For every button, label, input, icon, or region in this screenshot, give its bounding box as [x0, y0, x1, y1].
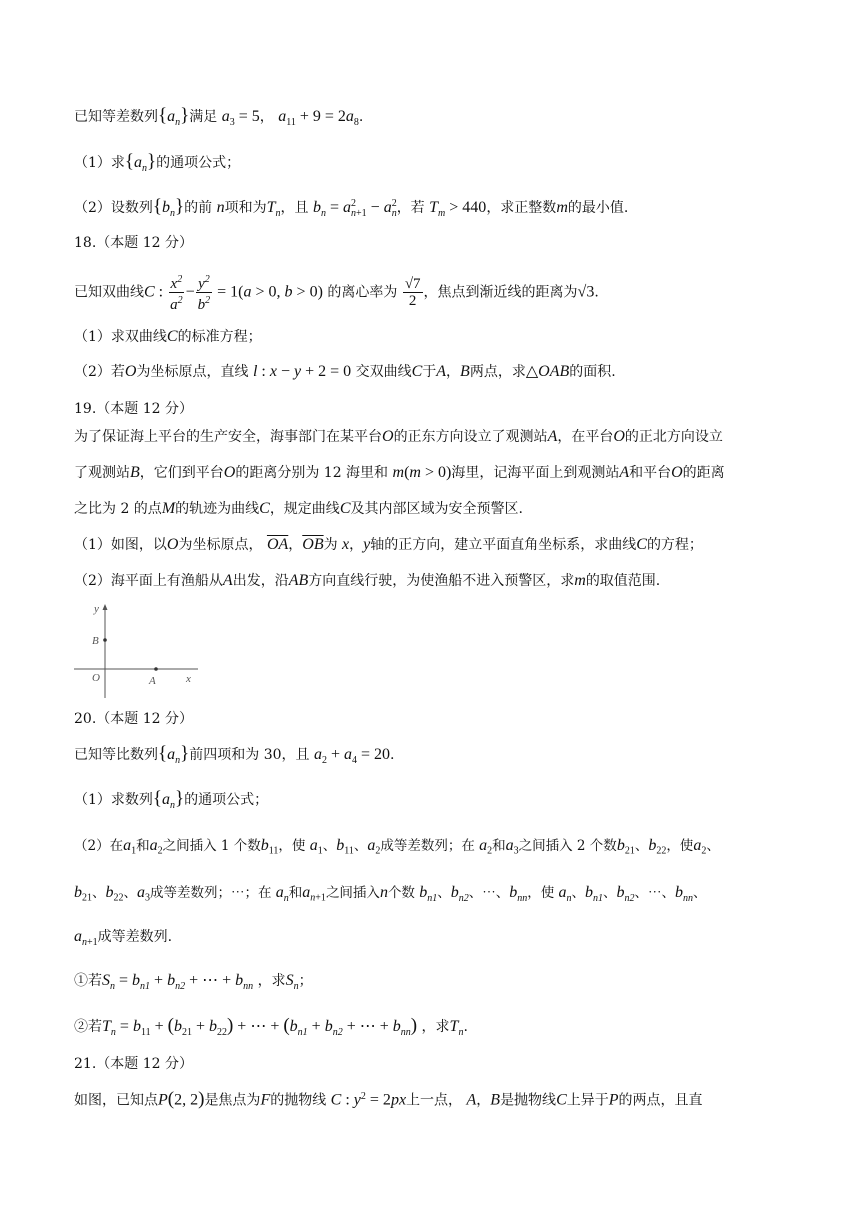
- text-line: $b_{21}$、$b_{22}$、$a_3$成等差数列；⋯；在 $a_n$和$a_{n+1}$之间插入n个数 $b_{n1}$、$b_{n2}$、⋯、$b_{nn}$，使 $a_n$、$b_{n1}$、$b_{n2}$、⋯、$b_{nn}$、: [74, 884, 707, 905]
- text-line: 为了保证海上平台的生产安全，海事部门在某平台O的正东方向设立了观测站A，在平台O的正北方向设立: [74, 428, 723, 445]
- point-a-label: A: [149, 675, 156, 687]
- text-line: 了观测站B，它们到平台O的距离分别为 12 海里和 m(m > 0)海里，记海平面上到观测站A和平台O的距离: [74, 464, 725, 481]
- question-heading: 21.（本题 12 分）: [74, 1056, 193, 1072]
- point-a-dot: [154, 667, 158, 671]
- text-line: ①若$S_n = b_{n1} + b_{n2}$ + ⋯ + $b_{nn}$ ，求$S_n$；: [74, 972, 313, 993]
- question-heading: 18.（本题 12 分）: [74, 235, 193, 251]
- origin-label: O: [92, 672, 100, 684]
- text-line: （2）海平面上有渔船从A出发，沿AB方向直线行驶，为使渔船不进入预警区，求m的取值范围.: [74, 572, 661, 589]
- coordinate-figure: [74, 602, 202, 700]
- text-line: $a_{n+1}$成等差数列.: [74, 928, 173, 948]
- point-b-label: B: [92, 635, 99, 647]
- text-line: 已知等比数列$\{a_n\}$前四项和为 30，且 $a_2 + a_4 = 20$.: [74, 743, 395, 767]
- text-line: ②若$T_n = b_{11} + (b_{21} + b_{22})$ + ⋯ + ($b_{n1} + b_{n2}$ + ⋯ + $b_{nn}$) ，求$T_n$.: [74, 1015, 468, 1039]
- text-line: （1）求$\{a_n\}$的通项公式；: [74, 151, 241, 175]
- text-line: （1）求数列$\{a_n\}$的通项公式；: [74, 788, 269, 812]
- question-heading: 20.（本题 12 分）: [74, 711, 193, 727]
- question-heading: 19.（本题 12 分）: [74, 401, 193, 417]
- text-line: （2）若O为坐标原点，直线 l : x − y + 2 = 0 交双曲线C于A，B两点，求△OAB的面积.: [74, 363, 616, 380]
- text-line: 已知等差数列$\{a_n\}$满足 $a_3 = 5$， $a_{11} + 9 = 2a_8$.: [74, 105, 364, 129]
- text-line: （1）如图，以O为坐标原点， $\overline{OA}$，$\overline{OB}$为 x，y轴的正方向，建立平面直角坐标系，求曲线C的方程；: [74, 536, 703, 553]
- text-line: 已知双曲线C : $\frac{x^2}{a^2}$ − $\frac{y^2}{b^2}$ = 1(a > 0, b > 0) 的离心率为 $\frac{√7}{2}$ ，焦点到渐近线的距离为√3.: [74, 274, 599, 313]
- x-axis-label: x: [186, 673, 191, 685]
- y-axis-label: y: [94, 603, 99, 615]
- point-b-dot: [103, 638, 107, 642]
- text-line: 如图，已知点P(2, 2)是焦点为F的抛物线 C : $y^2 = 2px$上一点， A，B是抛物线C上异于P的两点，且直: [74, 1088, 703, 1110]
- text-line: 之比为 2 的点M的轨迹为曲线C，规定曲线C及其内部区域为安全预警区.: [74, 500, 523, 517]
- text-line: （2）设数列$\{b_n\}$的前 n项和为$T_n$，且 $b_n = a$ $_{2 n+1}$ − a $_{2 n}$，若 $T_m > 440$，求正整数m的最小值.: [74, 196, 629, 220]
- text-line: （1）求双曲线C的标准方程；: [74, 328, 262, 345]
- text-line: （2）在$a_1$和$a_2$之间插入 1 个数$b_{11}$，使 $a_1$、$b_{11}$、$a_2$成等差数列；在 $a_2$和$a_3$之间插入 2 个数$b_{21}$、$b_{22}$，使$a_2$、: [74, 837, 720, 857]
